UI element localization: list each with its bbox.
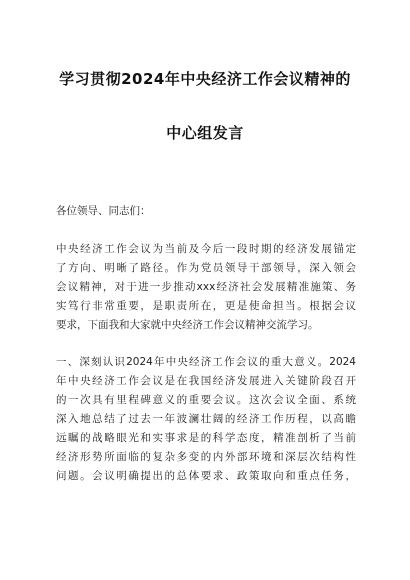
paragraph-2-line: 经济形势所面临的复杂多变的内外部环境和深层次结构性: [56, 451, 356, 463]
document-title-line-2: 中心组发言: [166, 124, 244, 142]
paragraph-2-line: 一、深刻认识2024年中央经济工作会议的重大意义。2024: [56, 356, 356, 368]
paragraph-2-line: 深入地总结了过去一年波澜壮阔的经济工作历程，以高瞻: [56, 413, 356, 425]
paragraph-1-line: 实笃行非常重要，是职责所在，更是使命担当。根据会议: [56, 300, 356, 312]
paragraph-2-line: 年中央经济工作会议是在我国经济发展进入关键阶段召开: [56, 375, 356, 387]
paragraph-2-line: 远瞩的战略眼光和实事求是的科学态度，精准剖析了当前: [56, 432, 356, 444]
document-title-line-1: 学习贯彻2024年中央经济工作会议精神的: [59, 70, 351, 88]
paragraph-1-line: 了方向、明晰了路径。作为党员领导干部领导，深入领会: [56, 262, 356, 274]
paragraph-2-line: 问题。会议明确提出的总体要求、政策取向和重点任务，: [56, 470, 356, 482]
salutation: 各位领导、同志们：: [56, 205, 151, 217]
paragraph-2-line: 的一次具有里程碑意义的重要会议。这次会议全面、系统: [56, 394, 356, 406]
paragraph-1-line: 中央经济工作会议为当前及今后一段时期的经济发展锚定: [56, 243, 356, 255]
paragraph-1-line: 会议精神，对于进一步推动xxx经济社会发展精准施策、务: [56, 281, 356, 293]
paragraph-1-line: 要求，下面我和大家就中央经济工作会议精神交流学习。: [56, 319, 319, 331]
